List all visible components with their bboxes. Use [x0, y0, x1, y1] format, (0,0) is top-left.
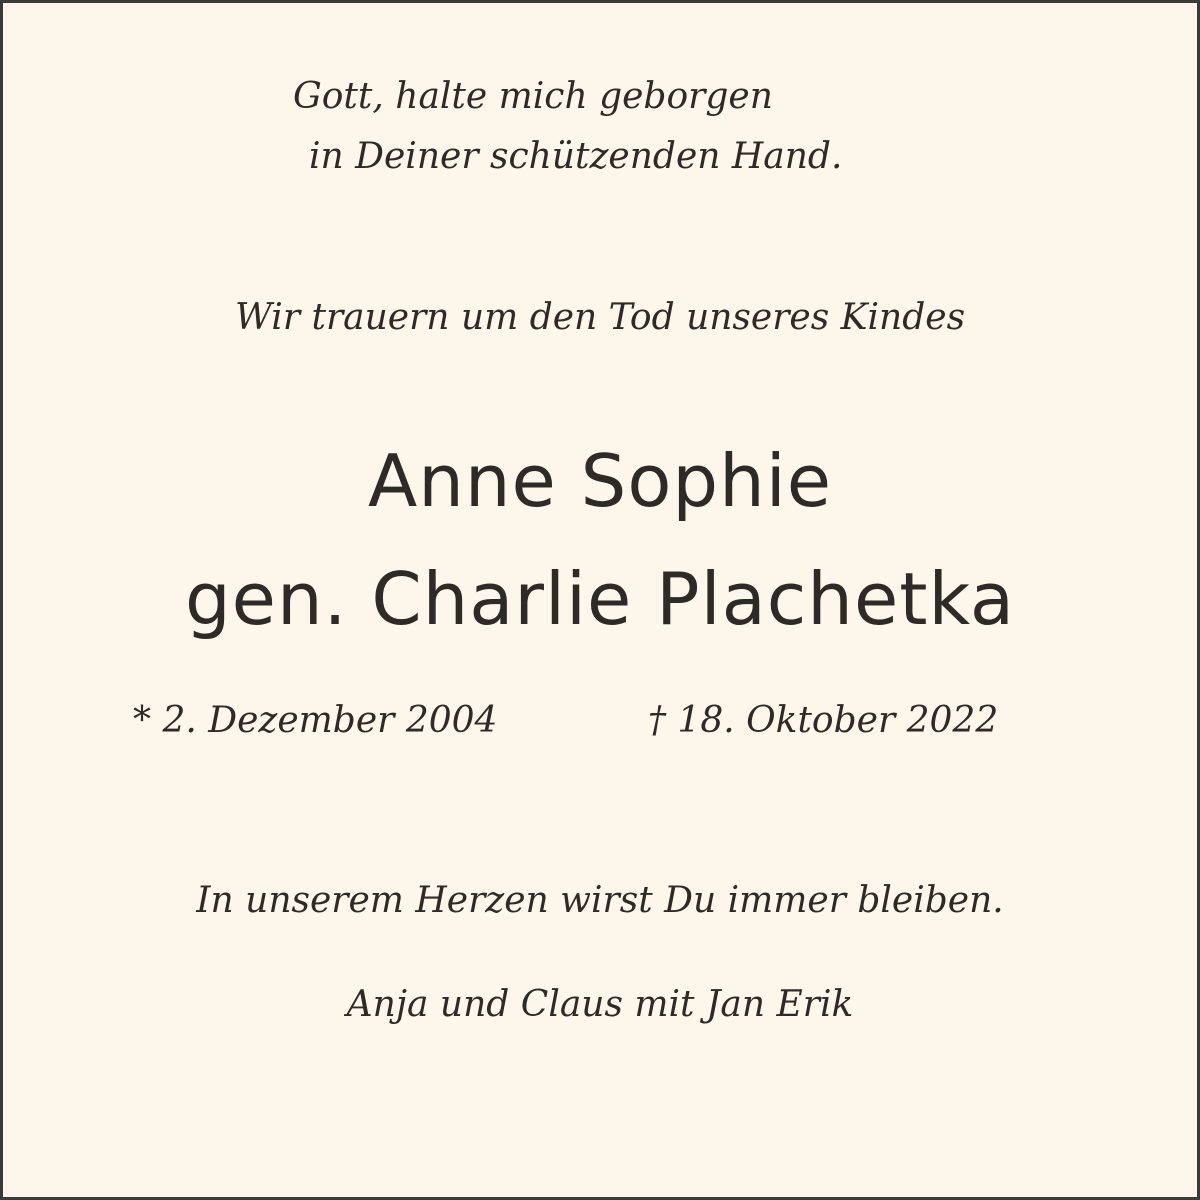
mourners-signature: Anja und Claus mit Jan Erik: [346, 984, 854, 1025]
verse-line-2: in Deiner schützenden Hand.: [309, 136, 843, 177]
mourning-intro: Wir trauern um den Tod unseres Kindes: [234, 297, 966, 338]
verse-line-1: Gott, halte mich geborgen: [293, 76, 773, 117]
death-date: † 18. Oktober 2022: [648, 700, 999, 741]
deceased-name-line-2: gen. Charlie Plachetka: [184, 557, 1016, 641]
life-dates: [3, 700, 1197, 743]
closing-statement: In unserem Herzen wirst Du immer bleiben.: [196, 880, 1004, 921]
birth-date: * 2. Dezember 2004: [133, 700, 498, 741]
deceased-name-line-1: Anne Sophie: [367, 439, 833, 523]
